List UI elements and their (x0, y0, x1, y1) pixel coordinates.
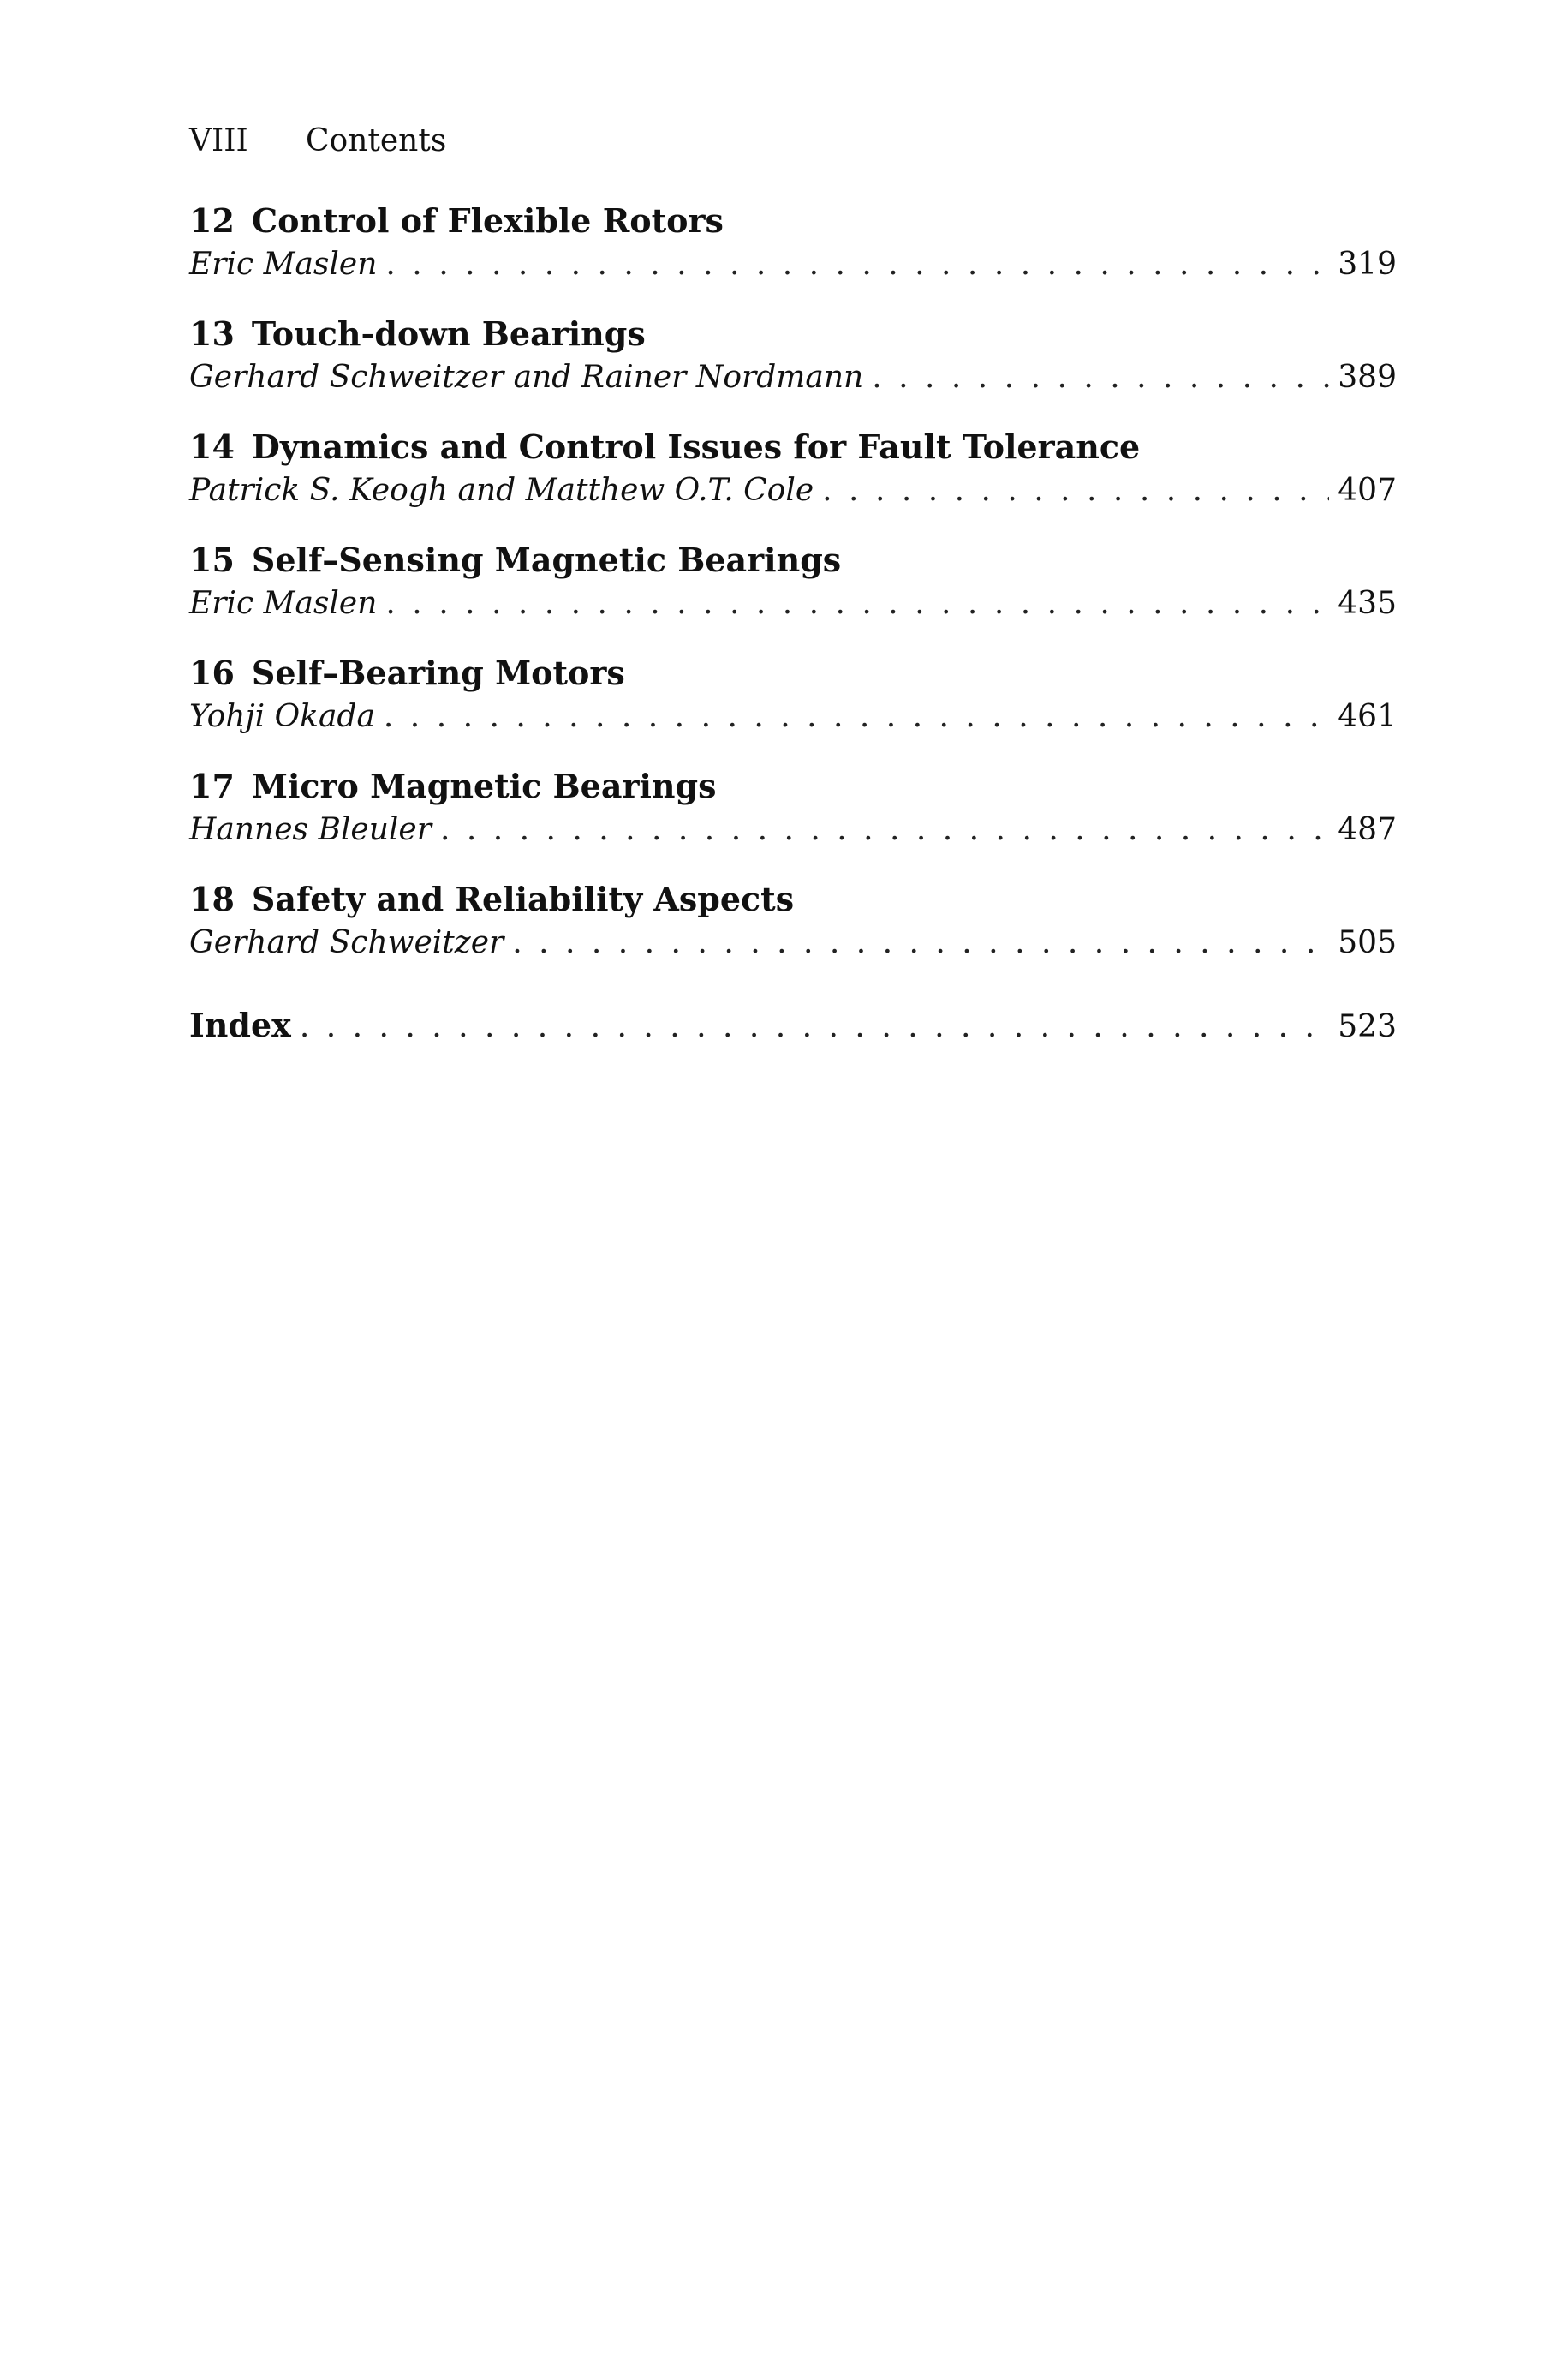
chapter-number: 15 (189, 541, 235, 579)
chapter-author-line (189, 356, 1397, 399)
chapter-title: Safety and Reliability Aspects (251, 880, 795, 918)
section-title: Contents (306, 123, 447, 158)
chapter-author: Patrick S. Keogh and Matthew O.T. Cole (189, 473, 814, 508)
contents-page (189, 120, 1397, 1049)
chapter-author: Hannes Bleuler (189, 812, 432, 847)
chapter-number: 18 (189, 880, 235, 918)
toc-entry-index[interactable] (189, 1004, 1397, 1049)
chapter-title: Micro Magnetic Bearings (251, 767, 717, 805)
chapter-author-line (189, 583, 1397, 625)
toc-entry-17[interactable] (189, 764, 1397, 851)
chapter-heading (189, 312, 1397, 356)
chapter-author-line (189, 809, 1397, 851)
toc-entry-18[interactable] (189, 877, 1397, 965)
chapter-number: 12 (189, 201, 235, 240)
chapter-heading (189, 425, 1397, 469)
toc-entry-15[interactable] (189, 538, 1397, 625)
chapter-page: 389 (1338, 360, 1397, 395)
dot-leader (384, 696, 1329, 738)
chapter-author-line (189, 469, 1397, 512)
chapter-heading (189, 199, 1397, 243)
chapter-title: Touch-down Bearings (251, 314, 646, 353)
chapter-heading (189, 651, 1397, 696)
chapter-page: 461 (1338, 699, 1397, 734)
dot-leader (872, 356, 1329, 399)
chapter-title: Control of Flexible Rotors (251, 201, 724, 240)
chapter-heading (189, 764, 1397, 809)
chapter-author: Yohji Okada (189, 699, 375, 734)
chapter-author: Gerhard Schweitzer (189, 925, 504, 960)
chapter-heading (189, 877, 1397, 922)
chapter-page: 487 (1338, 812, 1397, 847)
running-head (189, 120, 1397, 163)
dot-leader (822, 469, 1329, 512)
toc-entry-16[interactable] (189, 651, 1397, 738)
toc-entry-13[interactable] (189, 312, 1397, 399)
dot-leader (440, 809, 1329, 851)
chapter-page: 407 (1338, 473, 1397, 508)
index-page: 523 (1338, 1009, 1397, 1044)
index-label: Index (189, 1006, 291, 1044)
chapter-author: Gerhard Schweitzer and Rainer Nordmann (189, 360, 864, 395)
toc-entry-12[interactable] (189, 199, 1397, 286)
chapter-page: 319 (1338, 247, 1397, 282)
chapter-heading (189, 538, 1397, 583)
dot-leader (385, 583, 1329, 625)
chapter-author-line (189, 696, 1397, 738)
chapter-author-line (189, 243, 1397, 286)
chapter-page: 505 (1338, 925, 1397, 960)
chapter-number: 17 (189, 767, 235, 805)
chapter-title: Self–Sensing Magnetic Bearings (251, 541, 842, 579)
chapter-page: 435 (1338, 586, 1397, 621)
toc-entry-14[interactable] (189, 425, 1397, 512)
chapter-title: Dynamics and Control Issues for Fault Tolerance (251, 427, 1141, 466)
dot-leader (512, 922, 1329, 965)
dot-leader (300, 1006, 1329, 1049)
chapter-author: Eric Maslen (189, 247, 378, 282)
chapter-author: Eric Maslen (189, 586, 378, 621)
toc-list (189, 199, 1397, 1049)
chapter-number: 16 (189, 654, 235, 692)
chapter-title: Self–Bearing Motors (251, 654, 625, 692)
chapter-number: 13 (189, 314, 235, 353)
chapter-author-line (189, 922, 1397, 965)
chapter-number: 14 (189, 427, 235, 466)
dot-leader (385, 243, 1329, 286)
page-number: VIII (189, 123, 248, 158)
